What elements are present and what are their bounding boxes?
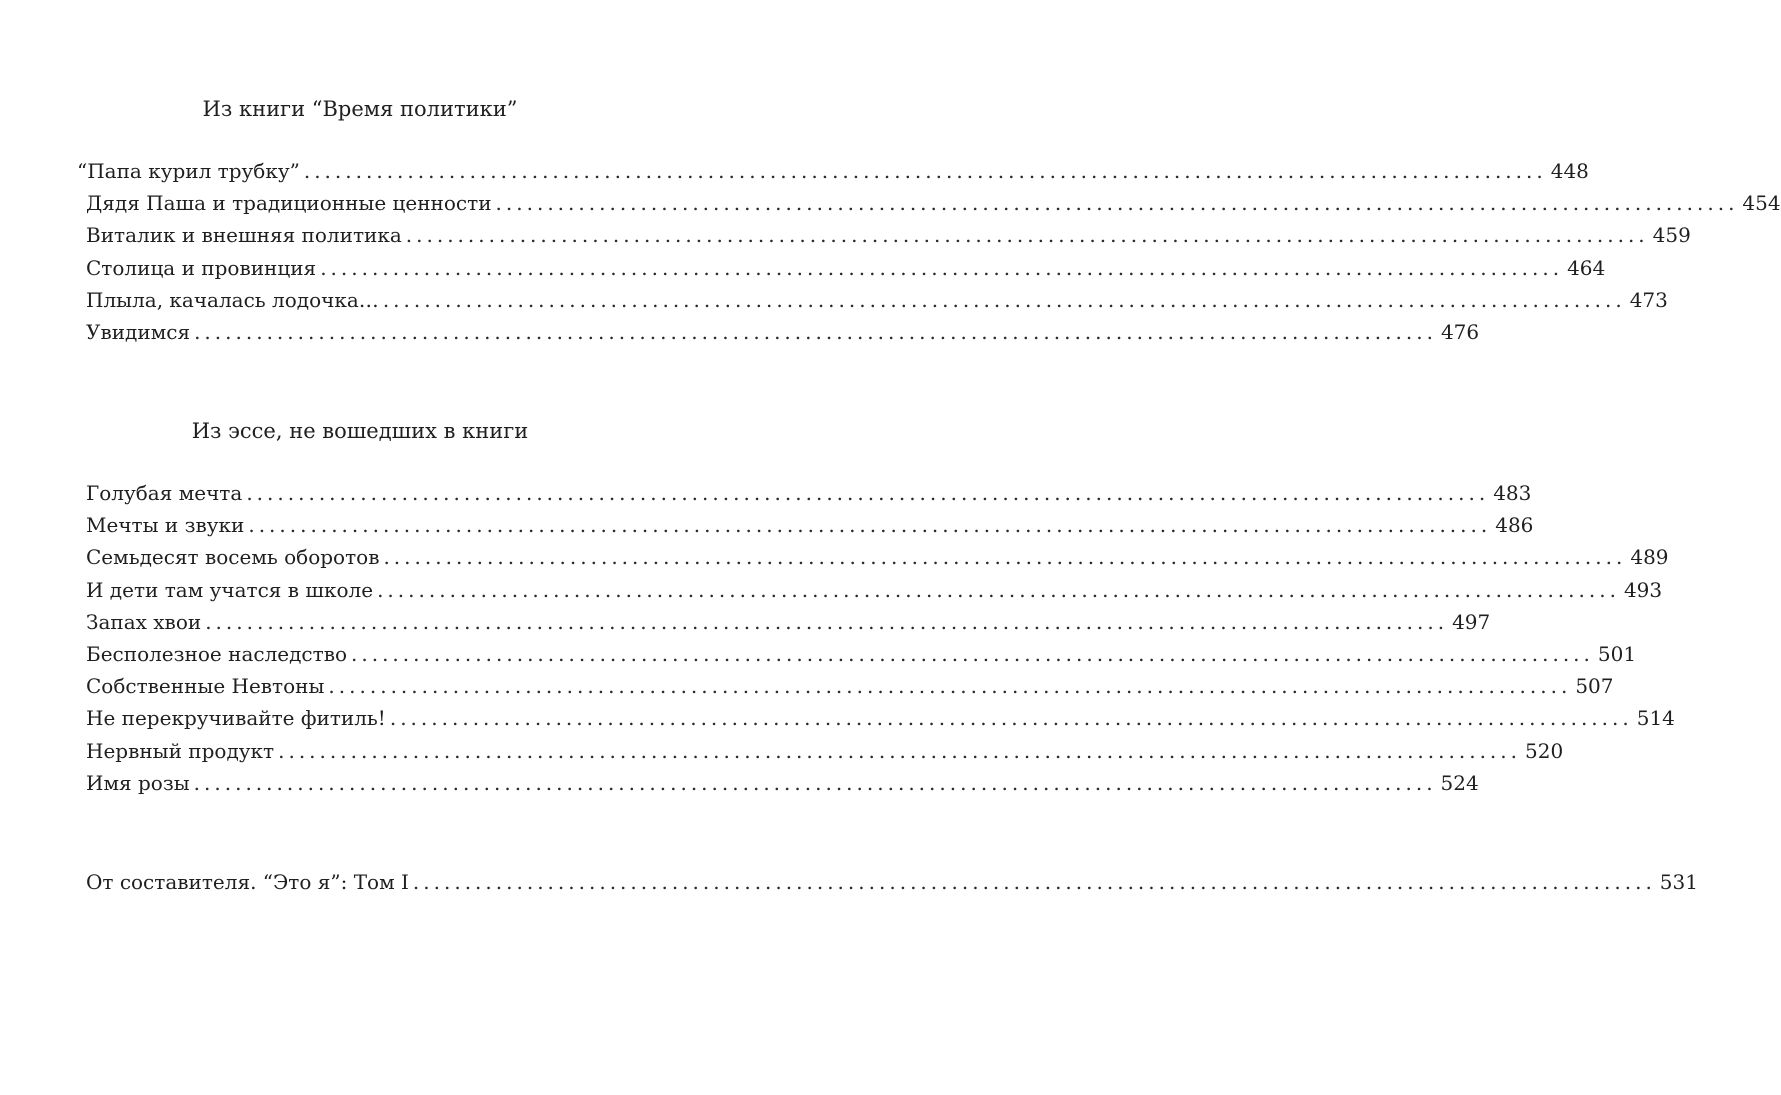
dot-leader: ........................................................................................................................ — [248, 513, 1492, 538]
toc-entry[interactable] — [86, 219, 1691, 251]
dot-leader: ........................................................................................................................ — [246, 481, 1490, 505]
toc-entry-title: Виталик и внешняя политика — [86, 223, 402, 248]
section-heading: Из эссе, не вошедших в книги — [191, 419, 529, 443]
toc-entry-page: 473 — [1629, 287, 1668, 312]
toc-entry-title: Нервный продукт — [86, 738, 275, 763]
toc-entry-title: Семьдесят восемь оборотов — [86, 545, 380, 570]
toc-entry[interactable] — [86, 477, 1532, 509]
dot-leader: ........................................................................................................................ — [303, 159, 1547, 183]
toc-entry[interactable] — [86, 187, 1781, 219]
toc-entry-page: 486 — [1495, 513, 1534, 538]
toc-entry[interactable] — [86, 252, 1606, 284]
dot-leader: ........................................................................................................................ — [193, 770, 1437, 795]
toc-entry[interactable] — [86, 606, 1491, 638]
toc-entry[interactable] — [86, 735, 1564, 767]
dot-leader: ........................................................................................................................ — [412, 870, 1656, 894]
toc-entry-page: 507 — [1575, 674, 1614, 699]
toc-entry-page: 501 — [1597, 641, 1637, 666]
toc-entry-title: Бесполезное наследство — [86, 641, 347, 666]
toc-entry[interactable] — [77, 155, 1589, 187]
toc-list — [86, 477, 1675, 799]
dot-leader: ........................................................................................................................ — [383, 545, 1627, 570]
toc-entry-page: 520 — [1525, 738, 1564, 763]
toc-entry-page: 531 — [1659, 870, 1698, 894]
toc-entry-page: 464 — [1567, 255, 1606, 280]
toc-entry[interactable] — [86, 702, 1675, 734]
toc-entry-page: 493 — [1623, 577, 1663, 602]
toc-entry-page: 459 — [1652, 223, 1691, 248]
toc-entry-page: 448 — [1550, 159, 1589, 183]
dot-leader: ........................................................................................................................ — [382, 287, 1626, 312]
dot-leader: ........................................................................................................................ — [328, 674, 1572, 699]
toc-entry-title: Собственные Невтоны — [86, 674, 325, 699]
section-heading: Из книги “Время политики” — [202, 97, 518, 121]
toc-entry-title: Столица и провинция — [86, 255, 317, 280]
toc-entry-title: “Папа курил трубку” — [77, 159, 300, 183]
toc-entry-title: И дети там учатся в школе — [86, 577, 374, 602]
toc-entry[interactable] — [86, 316, 1480, 348]
toc-entry-page: 514 — [1636, 706, 1675, 731]
dot-leader: ........................................................................................................................ — [278, 738, 1521, 763]
toc-entry-title: Мечты и звуки — [86, 513, 245, 538]
toc-entry[interactable] — [86, 541, 1669, 573]
toc-entry-title: От составителя. “Это я”: Том I — [86, 870, 409, 894]
toc-entry-page: 483 — [1493, 481, 1532, 505]
toc-entry-title: Имя розы — [86, 770, 190, 795]
toc-entry-page: 476 — [1440, 319, 1480, 344]
toc-entry-title: Увидимся — [86, 319, 191, 344]
toc-list — [77, 155, 1781, 348]
toc-entry-title: Дядя Паша и традиционные ценности — [86, 191, 492, 216]
dot-leader: ........................................................................................................................ — [320, 255, 1564, 280]
dot-leader: ........................................................................................................................ — [377, 577, 1620, 602]
toc-entry-title: Плыла, качалась лодочка… — [86, 287, 379, 312]
toc-entry[interactable] — [86, 284, 1668, 316]
toc-entry[interactable] — [86, 670, 1614, 702]
dot-leader: ........................................................................................................................ — [389, 706, 1633, 731]
dot-leader: ........................................................................................................................ — [205, 609, 1449, 634]
toc-entry[interactable] — [86, 509, 1534, 541]
toc-entry-title: Запах хвои — [86, 609, 202, 634]
dot-leader: ........................................................................................................................ — [495, 191, 1739, 216]
dot-leader: ........................................................................................................................ — [405, 223, 1649, 248]
toc-entry[interactable] — [86, 866, 1698, 898]
toc-entry[interactable] — [86, 638, 1637, 670]
toc-entry[interactable] — [86, 767, 1479, 799]
toc-entry-page: 454 — [1742, 191, 1781, 216]
dot-leader: ........................................................................................................................ — [351, 641, 1594, 666]
toc-entry-title: Не перекручивайте фитиль! — [86, 706, 386, 731]
dot-leader: ........................................................................................................................ — [194, 319, 1437, 344]
toc-entry[interactable] — [86, 574, 1663, 606]
toc-list — [86, 866, 1698, 898]
toc-entry-page: 489 — [1630, 545, 1669, 570]
toc-entry-page: 497 — [1452, 609, 1491, 634]
toc-entry-page: 524 — [1440, 770, 1479, 795]
toc-entry-title: Голубая мечта — [86, 481, 243, 505]
